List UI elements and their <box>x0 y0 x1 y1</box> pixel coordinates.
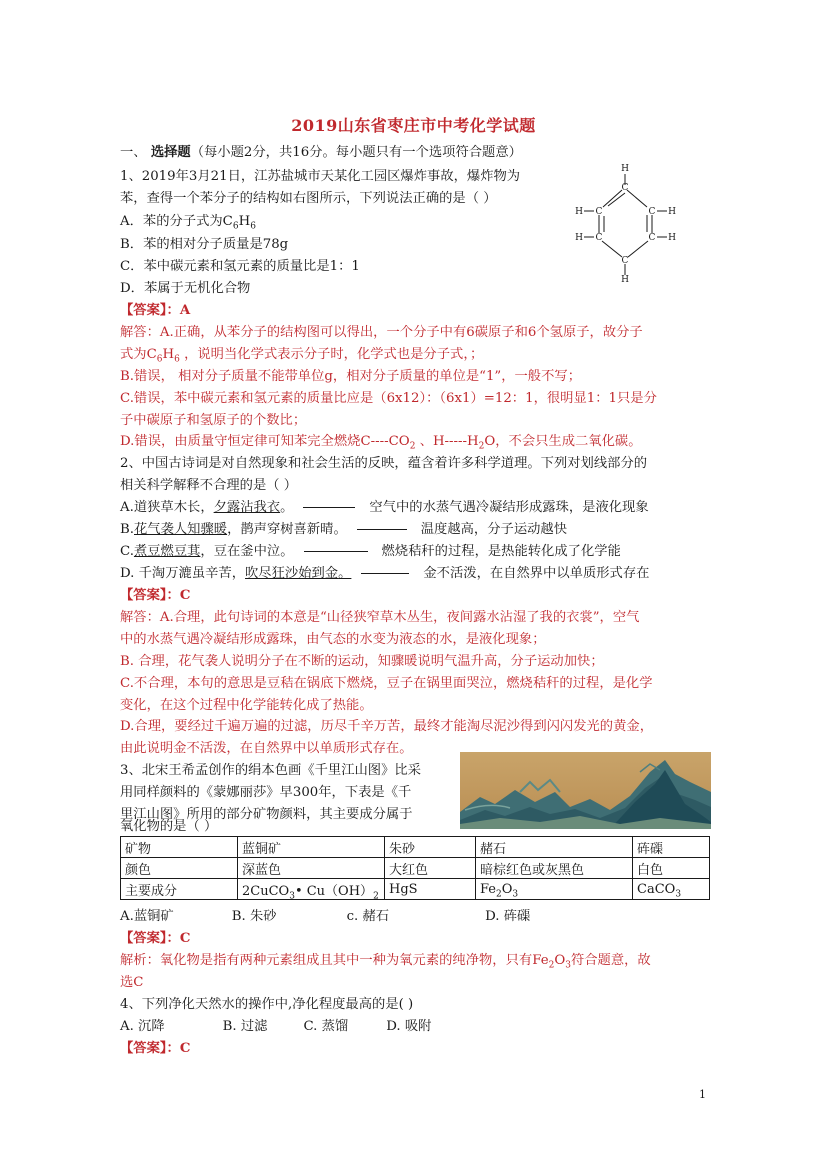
q1-option-a: A．苯的分子式为$C_6H_6$ <box>120 214 256 232</box>
q1-explanation-2: 式为$C_6H_6$ ，说明当化学式表示分子时，化学式也是分子式，； <box>120 347 484 365</box>
q3-option-a: A.蓝铜矿 <box>120 909 174 924</box>
q2-explanation-1: 解答：A.合理，此句诗词的本意是“山径狭窄草木丛生，夜间露水沾湿了我的衣裳”，空气 <box>120 610 640 625</box>
q3-options <box>120 908 530 925</box>
q2-option-a: A.道狭草木长，夕露沾我衣。 空气中的水蒸气遇冷凝结形成露珠，是液化现象 <box>120 500 649 515</box>
q2-explanation-5: 变化，在这个过程中化学能转化成了热能。 <box>120 698 373 713</box>
section-name: 选择题 <box>150 145 191 160</box>
q1-stem-line-1: 1、2019年3月21日，江苏盐城市天某化工园区爆炸事故，爆炸物为 <box>120 169 521 184</box>
q4-option-b: B. 过滤 <box>222 1019 268 1034</box>
q1-option-c: C．苯中碳元素和氢元素的质量比是1：1 <box>120 259 360 274</box>
q2-option-b: B.花气袭人知骤暖，鹊声穿树喜新晴。 温度越高，分子运动越快 <box>120 522 568 537</box>
q3-explanation-1: 解析：氧化物是指有两种元素组成且其中一种为氧元素的纯净物，只有$Fe_2O_3$符合题意，故 <box>120 953 651 971</box>
q2-explanation-4: C.不合理，本句的意思是豆秸在锅底下燃烧，豆子在锅里面哭泣，燃烧秸秆的过程，是化学 <box>120 676 653 691</box>
section-header: 一、 选择题（每小题2分，共16分。每小题只有一个选项符合题意） <box>120 145 522 160</box>
bond-c6-c1 <box>603 190 622 207</box>
page-number: 1 <box>699 1088 706 1101</box>
bond-c3-c4 <box>628 241 648 257</box>
q3-stem-line-2: 用同样颜料的《蒙娜丽莎》早300年，下表是《千 <box>120 785 412 800</box>
q2-stem-line-1: 2、中国古诗词是对自然现象和社会生活的反映，蕴含着许多科学道理。下列对划线部分的 <box>120 456 648 471</box>
table-row: 主要成分 2CuCO$_3$• $Cu(OH)_2$ HgS $Fe_2O_3$ CaCO$_3$ <box>121 879 710 900</box>
atom-label: C <box>595 207 603 217</box>
atom-label: C <box>621 256 629 266</box>
atom-label: C <box>648 207 656 217</box>
q2-option-d: D. 千淘万漉虽辛苦，吹尽狂沙始到金。 金不活泼，在自然界中以单质形式存在 <box>120 566 650 581</box>
q3-answer: 【答案】：C <box>120 931 191 946</box>
atom-label: C <box>648 233 656 243</box>
q4-answer: 【答案】：C <box>120 1041 191 1056</box>
q1-explanation-4: C.错误，苯中碳元素和氢元素的质量比应是（6x12）：（6x1）=12：1，很明显1：1只是分 <box>120 391 657 406</box>
q3-option-b: B. 朱砂 <box>231 909 277 924</box>
mineral-pigments-table <box>120 836 710 900</box>
q1-explanation-6: D.错误，由质量守恒定律可知苯完全燃烧$C----CO_2$ 、$H-----H_2O$，不会只生成二氧化碳。 <box>120 434 642 452</box>
q4-option-c: C. 蒸馏 <box>303 1019 349 1034</box>
q1-answer: 【答案】：A <box>120 303 191 318</box>
table-row: 矿物 蓝铜矿 朱砂 赭石 砗磲 <box>121 837 710 858</box>
q2-explanation-3: B. 合理，花气袭人说明分子在不断的运动，知骤暖说明气温升高，分子运动加快； <box>120 654 604 669</box>
q4-option-a: A. 沉降 <box>120 1019 165 1034</box>
q1-stem-line-2: 苯，查得一个苯分子的结构如右图所示，下列说法正确的是（ ） <box>120 191 497 206</box>
q1-option-d: D．苯属于无机化合物 <box>120 281 251 296</box>
q2-explanation-2: 中的水蒸气遇冷凝结形成露珠，由气态的水变为液态的水，是液化现象； <box>120 632 546 647</box>
atom-label: H <box>668 207 676 217</box>
atom-label: H <box>575 233 583 243</box>
section-note: （每小题2分，共16分。每小题只有一个选项符合题意） <box>190 145 522 160</box>
q4-stem: 4、下列净化天然水的操作中,净化程度最高的是( ) <box>120 997 414 1012</box>
q2-explanation-7: 由此说明金不活泼，在自然界中以单质形式存在。 <box>120 741 413 756</box>
q1-explanation-1: 解答：A.正确，从苯分子的结构图可以得出，一个分子中有6碳原子和6个氢原子，故分子 <box>120 325 643 340</box>
q4-options <box>120 1018 431 1035</box>
q3-stem-line-3: 里江山图》所用的部分矿物颜料，其主要成分属于 <box>120 807 413 822</box>
q3-stem-line-1: 3、北宋王希孟创作的绢本色画《千里江山图》比采 <box>120 763 421 778</box>
atom-label: H <box>575 207 583 217</box>
benzene-structure-diagram <box>575 160 685 290</box>
q3-explanation-2: 选C <box>120 975 144 990</box>
atom-label: H <box>621 164 629 174</box>
q2-stem-line-2: 相关科学解释不合理的是（ ） <box>120 478 298 493</box>
atom-label: H <box>621 275 629 285</box>
q2-explanation-6: D.合理，要经过千遍万遍的过滤，历尽千辛万苦，最终才能淘尽泥沙得到闪闪发光的黄金， <box>120 719 653 734</box>
atom-label: C <box>621 183 629 193</box>
q4-option-d: D. 吸附 <box>386 1019 432 1034</box>
atom-label: H <box>668 233 676 243</box>
q3-option-d: D. 砗磲 <box>485 909 531 924</box>
q2-answer: 【答案】：C <box>120 588 191 603</box>
q1-explanation-3: B.错误， 相对分子质量不能带单位g，相对分子质量的单位是“1”，一般不写； <box>120 369 581 384</box>
q1-option-b: B．苯的相对分子质量是78g <box>120 237 289 252</box>
bond-c4-c5 <box>602 241 622 257</box>
landscape-painting-image <box>460 752 711 829</box>
bond-c1-c2 <box>627 190 647 207</box>
q2-option-c: C.煮豆燃豆萁，豆在釜中泣。 燃烧秸秆的过程，是热能转化成了化学能 <box>120 544 621 559</box>
q1-explanation-5: 子中碳原子和氢原子的个数比； <box>120 413 307 428</box>
table-row: 颜色 深蓝色 大红色 暗棕红色或灰黑色 白色 <box>121 858 710 879</box>
q3-option-c: c. 赭石 <box>346 909 390 924</box>
atom-label: C <box>595 233 603 243</box>
q3-stem-line-4: 氧化物的是（ ） <box>120 819 218 834</box>
page-title: 2019山东省枣庄市中考化学试题 <box>291 116 536 135</box>
